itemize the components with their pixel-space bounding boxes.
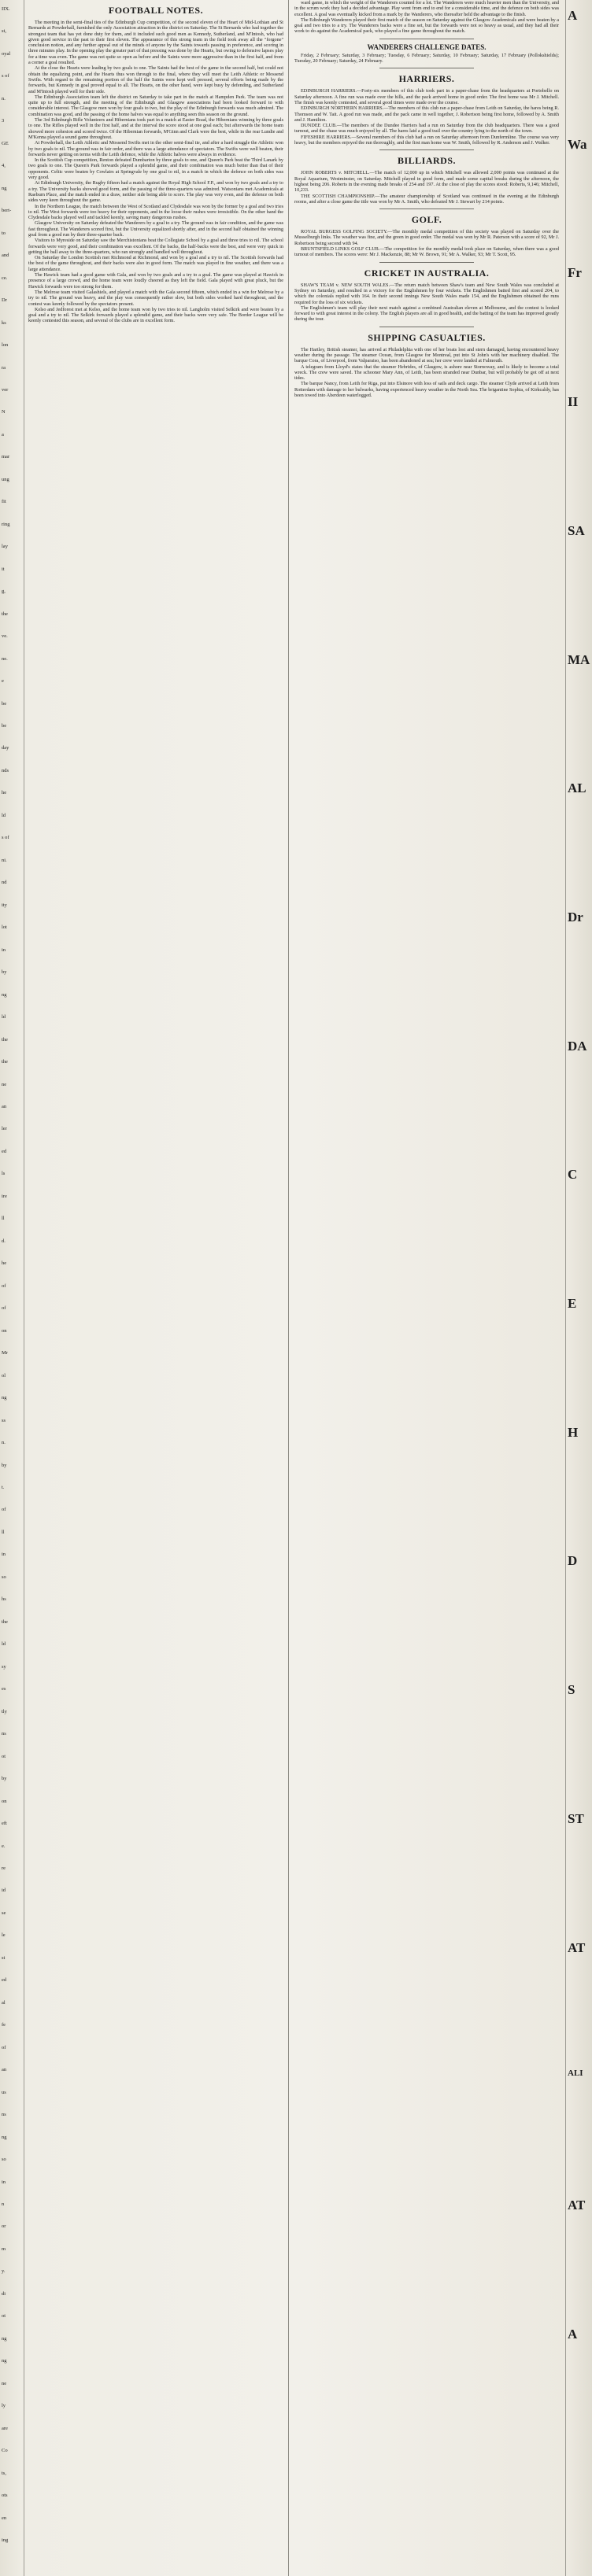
- clipped-word: ot: [2, 2313, 6, 2319]
- clipped-word: st,: [2, 28, 6, 34]
- article-paragraph: The meeting in the semi-final ties of the Edinburgh Cup competition, of the second eleven of the Heart of Mid-Lothian and St Bernards at Powderhall, furnished the only Association attraction in the district on Saturday. The St Bernards who had together the strongest team that has yet done duty for them, and it included such good men as Kennedy, Sutherland, and M'Intosh, who had given good service in the past to their first eleven. The appearance of this strong team in the field took away all the "forgone" conclusion notion, and any further appeal out of the minds of anyone by the Saints towards passing in preference, and scoring in three minutes play. In the opening play the greater part of that pressing was done by the Hearts, but owing to defensive lapses play for a time was even. The game was not quite so open as before and the Saints were more aggressive than in the first half, and from a corner a goal resulted.: [28, 20, 283, 66]
- clipped-word: by: [2, 1776, 7, 1781]
- clipped-word: ns: [2, 2112, 6, 2117]
- clipped-word: or: [2, 2224, 6, 2229]
- clipped-word: of: [2, 1305, 6, 1311]
- clipped-word: us: [2, 2090, 6, 2095]
- clipped-word: day: [2, 745, 9, 751]
- clipped-word: tly: [2, 1709, 7, 1714]
- article-paragraph: The Hartley, British steamer, has arrived at Philadelphia with one of her boats lost and stern damaged, having encountered heavy weather during the passage. The steamer Ocean, from Glasgow for Montreal, put into St John's with her machinery disabled. The barque Cora, of Liverpool, from Valparaiso, has been abandoned at sea; her crew were landed at Falmouth.: [294, 346, 559, 364]
- clipped-word: so: [2, 1574, 6, 1580]
- clipped-word: m: [2, 2246, 6, 2252]
- clipped-word: ng: [2, 2358, 7, 2364]
- clipped-word: ld: [2, 1014, 6, 1020]
- clipped-word: n.: [2, 96, 6, 101]
- clipped-word: ll: [2, 1216, 5, 1221]
- clipped-word: id: [2, 1888, 6, 1893]
- article-paragraph: EDINBURGH HARRIERS.—Forty-six members of this club took part in a paper-chase from the headquarters at Portobello on Saturday afternoon. A fine run was made over the hills, and the pack arrived home in good order. The first home was Mr J. Mitchell. The finish was keenly contested, and several good times were made over the course.: [294, 88, 559, 105]
- article-paragraph: The barque Nancy, from Leith for Riga, put into Elsinore with loss of sails and deck cargo. The steamer Clyde arrived at Leith from Rotterdam with damage to her bulwarks, having experienced heavy weather in the North Sea. The brigantine Sophia, of Kirkcaldy, has been towed into Aberdeen waterlogged.: [294, 381, 559, 399]
- clipped-word: sy: [2, 1664, 6, 1670]
- clipped-word: of: [2, 1507, 6, 1512]
- clipped-ad-word: H: [568, 1425, 579, 1440]
- section-separator: [379, 149, 474, 150]
- clipped-word: ss: [2, 1418, 6, 1423]
- clipped-word: 3: [2, 118, 5, 124]
- clipped-word: to: [2, 231, 6, 236]
- clipped-word: lot: [2, 924, 7, 930]
- article-paragraph: The Edinburgh Wanderers played their first match of the season on Saturday against the Glasgow Academicals and were beaten by a goal and two tries to a try. The Wanderers backs were a fine set, but the forwards were not so heavy as usual, and they had all their work to do against the Academical pack, who played a fine game throughout the match.: [294, 17, 559, 35]
- clipped-word: Co: [2, 2448, 8, 2453]
- cricket-heading: CRICKET IN AUSTRALIA.: [364, 267, 490, 279]
- article-paragraph: In the Scottish Cup competition, Renton defeated Dumbarton by three goals to one, and Queen's Park beat the Third Lanark by two goals to one. The Queen's Park forwards played a splendid game, and their combination was much better than that of their opponents. Celtic were beaten by Cowlairs at Springvale by one goal to nil, in a match in which the defence on both sides was very good.: [28, 157, 283, 181]
- clipped-ad-word: D: [568, 1553, 578, 1568]
- clipped-word: s of: [2, 835, 9, 840]
- clipped-word: and: [2, 253, 9, 258]
- clipped-word: y.: [2, 2268, 6, 2274]
- clipped-word: a: [2, 432, 4, 437]
- clipped-word: nds: [2, 768, 9, 773]
- clipped-word: ks: [2, 320, 6, 326]
- clipped-word: Mr: [2, 1350, 8, 1356]
- clipped-word: e: [2, 678, 4, 684]
- article-paragraph: FIFESHIRE HARRIERS.—Several members of this club had a run on Saturday afternoon from Dunfermline. The course was very heavy, but the members enjoyed the run thoroughly, and the first man home was W. Smith, followed by R. Anderson and J. Walker.: [294, 134, 559, 146]
- golf-heading: GOLF.: [411, 214, 442, 226]
- clipped-word: of: [2, 2045, 6, 2050]
- clipped-word: ne.: [2, 656, 8, 662]
- clipped-word: ra: [2, 365, 6, 371]
- golf-body: [293, 229, 561, 257]
- clipped-word: of: [2, 1283, 6, 1289]
- clipped-word: ng: [2, 1395, 7, 1401]
- article-paragraph: Kelso and Jedforest met at Kelso, and the home team won by two tries to nil. Langholm visited Selkirk and were beaten by a goal and a try to nil. The Selkirk forwards played a splendid game, and their backs were very safe. The Border League will be keenly contested this season, and several of the clubs are in excellent form.: [28, 306, 283, 324]
- clipped-word: in: [2, 2179, 6, 2185]
- clipped-word: ns: [2, 1731, 6, 1736]
- clipped-word: di: [2, 2291, 6, 2297]
- football-notes-column: [27, 0, 285, 2576]
- clipped-word: ire: [2, 1194, 7, 1199]
- article-paragraph: The Melrose team visited Galashiels, and played a match with the Gala second fifteen, which ended in a win for Melrose by a try to nil. The ground was heavy, and the play was consequently rather slow, but both sides worked hard throughout, and the contest was keenly followed by the spectators present.: [28, 289, 283, 307]
- football-notes-heading: FOOTBALL NOTES.: [108, 5, 204, 16]
- clipped-word: re: [2, 1866, 6, 1871]
- section-separator: [379, 262, 474, 263]
- article-paragraph: JOHN ROBERTS v. MITCHELL.—The match of 12,000 up in which Mitchell was allowed 2,000 points was continued at the Royal Aquarium, Westminster, on Saturday. Mitchell played in good form, and made some capital breaks during the afternoon, the highest being 206. Roberts in the evening made breaks of 254 and 197. At the close of play the scores stood: Roberts, 9,146; Mitchell, 10,233.: [294, 170, 559, 194]
- article-paragraph: The Englishmen's team will play their next match against a combined Australian eleven at Melbourne, and the contest is looked forward to with great interest in the colony. The English players are all in good health, and the batting of the team has improved greatly during the tour.: [294, 304, 559, 323]
- clipped-word: ld: [2, 1641, 6, 1647]
- clipped-word: n.: [2, 1440, 6, 1445]
- article-paragraph: At Edinburgh University, the Rugby fifteen had a match against the Royal High School F.P., and won by two goals and a try to a try. The University backs showed good form, and the passing of the three-quarters was admired. Watsonians met Academicals at Raeburn Place, and the match ended in a draw, neither side being able to score. The play was very even, and the defence on both sides very keen throughout the game.: [28, 180, 283, 204]
- clipped-word: fit: [2, 499, 6, 504]
- clipped-word: ly: [2, 2403, 6, 2408]
- clipped-word: ring: [2, 522, 10, 527]
- clipped-word: Dr: [2, 297, 7, 303]
- clipped-word: ts,: [2, 2471, 6, 2476]
- clipped-word: se: [2, 1910, 6, 1916]
- article-paragraph: In the Northern League, the match between the West of Scotland and Clydesdale was won by the former by a goal and two tries to nil. The West forwards were too heavy for their opponents, and in the loose their rushes were irresistible. On the other hand the Clydesdale backs played well and tackled keenly, saving many dangerous rushes.: [28, 203, 283, 221]
- clipped-word: ld: [2, 813, 6, 818]
- clipped-word: ing: [2, 2537, 9, 2543]
- clipped-word: ls: [2, 1171, 6, 1176]
- clipped-ad-word: AT: [568, 2198, 586, 2212]
- clipped-word: so: [2, 2157, 6, 2162]
- article-paragraph: ROYAL BURGESS GOLFING SOCIETY.—The monthly medal competition of this society was played on Saturday over the Musselburgh links. The weather was fine, and the green in good order. The medal was won by Mr R. Paterson with a score of 92, Mr J. Robertson being second with 94.: [294, 229, 559, 246]
- clipped-ad-word: ST: [568, 1811, 584, 1826]
- clipped-word: ve.: [2, 633, 8, 639]
- clipped-word: ce.: [2, 275, 8, 281]
- clipped-word: st: [2, 1955, 6, 1961]
- clipped-word: bert-: [2, 208, 12, 213]
- clipped-word: in: [2, 947, 6, 953]
- clipped-word: es: [2, 1686, 6, 1692]
- clipped-word: by: [2, 1463, 7, 1468]
- clipped-word: 4,: [2, 163, 6, 168]
- article-paragraph: At Powderhall, the Leith Athletic and Mossend Swifts met in the other semi-final tie, and after a hard struggle the Athletic won by two goals to nil. The ground was in fair order, and there was a large attendance of spectators. The Swifts were well beaten, their forwards never getting on terms with the Leith defence, while the Athletic halves were always in evidence.: [28, 140, 283, 157]
- clipped-word: ng: [2, 2135, 7, 2140]
- clipped-word: N: [2, 409, 6, 415]
- clipped-word: n: [2, 2201, 5, 2207]
- sports-miscellany-column: [293, 0, 561, 2576]
- clipped-ad-word: S: [568, 1682, 575, 1697]
- clipped-ad-word: E: [568, 1296, 577, 1311]
- clipped-word: mar: [2, 454, 10, 459]
- clipped-ad-word: A: [568, 2327, 578, 2342]
- clipped-word: ot: [2, 1754, 6, 1759]
- clipped-word: lon: [2, 342, 9, 348]
- clipped-word: d.: [2, 1238, 6, 1244]
- clipped-word: ng: [2, 186, 7, 191]
- clipped-word: in: [2, 1552, 6, 1557]
- article-paragraph: The Hawick team had a good game with Gala, and won by two goals and a try to a goal. The game was played at Hawick in presence of a large crowd, and the home team were loudly cheered as they left the field. Gala played with great pluck, but the Hawick forwards were too strong for them.: [28, 272, 283, 290]
- clipped-word: the: [2, 1059, 8, 1065]
- clipped-ad-word: Fr: [568, 265, 582, 280]
- clipped-word: he: [2, 790, 7, 795]
- article-paragraph: DUNDEE CLUB.—The members of the Dundee Harriers had a run on Saturday from the club headquarters. There was a good turnout, and the chase was much enjoyed by all. The hares laid a good trail over the country lying to the north of the town.: [294, 123, 559, 135]
- harriers-body: [293, 88, 561, 146]
- clipped-word: by: [2, 969, 7, 975]
- clipped-word: ed: [2, 1977, 7, 1983]
- clipped-word: ne: [2, 1082, 7, 1087]
- billiards-heading: BILLIARDS.: [397, 155, 457, 167]
- clipped-word: he: [2, 1260, 7, 1266]
- clipped-word: on: [2, 1328, 7, 1334]
- clipped-word: IIX.: [2, 6, 10, 12]
- article-paragraph: EDINBURGH NORTHERN HARRIERS.—The members of this club ran a paper-chase from Leith on Saturday, the hares being R. Thomson and W. Tait. A good run was made, and the pack came in well together, J. Robertson being first home, followed by A. Smith and J. Hamilton.: [294, 105, 559, 123]
- article-paragraph: A telegram from Lloyd's states that the steamer Hebrides, of Glasgow, is ashore near Stornoway, and is likely to become a total wreck. The crew were saved. The schooner Mary Ann, of Leith, has been stranded near Dunbar, but will probably be got off at next tides.: [294, 364, 559, 382]
- clipped-word: ung: [2, 477, 9, 482]
- clipped-word: ne: [2, 2381, 7, 2386]
- clipped-word: lay: [2, 544, 8, 549]
- clipped-word: be: [2, 723, 7, 729]
- clipped-word: GE: [2, 141, 9, 146]
- football-notes-body: [27, 20, 285, 324]
- clipped-ad-word: AT: [568, 1940, 586, 1955]
- clipped-word: le: [2, 1932, 6, 1938]
- article-paragraph: At the close the Hearts were leading by two goals to one. The Saints had the best of the game in the second half, but could not obtain the equalizing point, and the Hearts thus won through to the final, where they will meet the Leith Athletic or Mossend Swifts. With regard to the remaining portion of the half the Saints were kept well pressed, several efforts being made by the forwards, but Kennedy in goal proved equal to all. The Hearts, on the other hand, were kept busy by defending, and Sutherland and M'Intosh played well for their side.: [28, 65, 283, 94]
- clipped-word: oyal: [2, 51, 11, 57]
- article-paragraph: The 3rd Edinburgh Rifle Volunteers and Hibernians took part in a match at Easter Road, the Hibernians winning by three goals to one. The Rifles played well in the first half, and at the interval the score stood at one goal each; but afterwards the home team showed more cohesion and scored twice. Of the Hibernian forwards, M'Ginn and Clark were the best, while in the rear Lundie and M'Kenna played a sound game throughout.: [28, 117, 283, 140]
- clipped-ad-word: Wa: [568, 137, 587, 152]
- clipped-word: ng: [2, 992, 7, 998]
- clipped-word: hs: [2, 1596, 6, 1602]
- clipped-word: are: [2, 2426, 8, 2431]
- clipped-ad-word: A: [568, 8, 578, 23]
- wanderers-dates-text: Friday, 2 February; Saturday, 3 February; Tuesday, 6 February; Saturday, 10 February; Saturday, 17 February (Pollokshields); Tuesday, 20 February; Saturday, 24 February.: [294, 52, 559, 65]
- clipped-word: ni.: [2, 858, 7, 863]
- clipped-word: t.: [2, 1485, 5, 1490]
- cricket-body: [293, 282, 561, 323]
- clipped-word: ver: [2, 387, 9, 393]
- clipped-word: ed: [2, 1149, 7, 1154]
- clipped-word: ol: [2, 1373, 6, 1378]
- article-paragraph: SHAW'S TEAM v. NEW SOUTH WALES.—The return match between Shaw's team and New South Wales was concluded at Sydney on Saturday, and resulted in a victory for the Englishmen by four wickets. The Englishmen batted first and scored 204, to which the colonials replied with 164. In their second innings New South Wales made 154, and the Englishmen obtained the runs required for the loss of six wickets.: [294, 282, 559, 305]
- clipped-word: it: [2, 566, 5, 572]
- clipped-word: eft: [2, 1821, 7, 1826]
- clipped-ad-word: AL: [568, 781, 586, 795]
- clipped-ad-word: MA: [568, 652, 590, 667]
- clipped-word: e.: [2, 1843, 6, 1849]
- clipped-word: g,: [2, 589, 6, 594]
- shipping-body: [293, 347, 561, 399]
- clipped-word: ng: [2, 2336, 7, 2342]
- billiards-body: [293, 170, 561, 205]
- right-clipped-column: [565, 0, 592, 2576]
- clipped-word: an: [2, 2067, 7, 2072]
- left-clipped-column: [0, 0, 24, 2576]
- clipped-word: nd: [2, 880, 7, 885]
- article-paragraph: The Edinburgh Association team left the district on Saturday to take part in the match at Hampden Park. The team was not quite up to full strength, and the meeting of the Edinburgh and Glasgow associations had been looked forward to with considerable interest. The Glasgow men won by four goals to two, but the play of the Edinburgh forwards was much admired. The combination was good, and the passing of the home halves was equal to anything seen this season on the ground.: [28, 94, 283, 117]
- clipped-ad-word: II: [568, 394, 579, 409]
- article-paragraph: ward game, in which the weight of the Wanderers counted for a lot. The Wanderers were much heavier men than the University, and in the scrum work they had a decided advantage. Play went from end to end for a considerable time, and the defence on both sides was excellent. A goal was eventually kicked from a mark by the Wanderers, who thereafter held the advantage to the finish.: [294, 0, 559, 17]
- clipped-word: ity: [2, 902, 7, 908]
- continued-football-text: [293, 0, 561, 35]
- clipped-word: the: [2, 1619, 8, 1625]
- article-paragraph: BRUNTSFIELD LINKS GOLF CLUB.—The competition for the monthly medal took place on Saturday, when there was a good turnout of members. The scores were: Mr J. Mackenzie, 88; Mr W. Brown, 91; Mr A. Walker, 93; Mr T. Scott, 95.: [294, 246, 559, 258]
- clipped-word: ler: [2, 1126, 7, 1131]
- clipped-word: en: [2, 2515, 7, 2521]
- clipped-word: al: [2, 2000, 6, 2006]
- clipped-word: ots: [2, 2493, 8, 2498]
- article-paragraph: Glasgow University on Saturday defeated the Wanderers by a goal to a try. The ground was in fair condition, and the game was fast throughout. The Wanderers scored first, but the University equalized shortly after, and in the second half obtained the winning goal from a good run by their three-quarter back.: [28, 220, 283, 238]
- article-paragraph: On Saturday the London Scottish met Richmond at Richmond, and won by a goal and a try to nil. The Scottish forwards had the best of the game throughout, and their backs were also in good form. The match was played in fine weather, and there was a large attendance.: [28, 255, 283, 272]
- clipped-word: fe: [2, 2022, 6, 2028]
- clipped-word: be: [2, 701, 7, 707]
- shipping-heading: SHIPPING CASUALTIES.: [368, 331, 486, 343]
- clipped-word: on: [2, 1799, 7, 1804]
- harriers-heading: HARRIERS.: [398, 73, 455, 85]
- wanderers-dates-heading: WANDERERS CHALLENGE DATES.: [367, 42, 487, 51]
- clipped-ad-word: Dr: [568, 910, 583, 924]
- clipped-word: an: [2, 1104, 7, 1109]
- clipped-ad-word: C: [568, 1167, 578, 1182]
- clipped-ad-word: ALI: [568, 2069, 583, 2078]
- clipped-word: ll: [2, 1530, 5, 1535]
- article-paragraph: THE SCOTTISH CHAMPIONSHIP.—The amateur championship of Scotland was continued in the evening at the Edinburgh rooms, and after a close game the title was won by Mr A. Smith, who defeated Mr J. Stewart by 214 points.: [294, 193, 559, 205]
- clipped-ad-word: SA: [568, 523, 585, 538]
- clipped-word: s of: [2, 73, 9, 79]
- clipped-word: the: [2, 1037, 8, 1043]
- article-paragraph: Visitors to Myreside on Saturday saw the Merchistonians beat the Collegiate School by a goal and three tries to nil. The school forwards were very good, and their combination was excellent. Of the backs, the half-backs were the best, and were very quick in getting the ball away to the three-quarters, who ran strongly and handled well throughout.: [28, 238, 283, 255]
- clipped-word: the: [2, 611, 8, 617]
- clipped-ad-word: DA: [568, 1039, 587, 1054]
- column-rule: [288, 0, 289, 2576]
